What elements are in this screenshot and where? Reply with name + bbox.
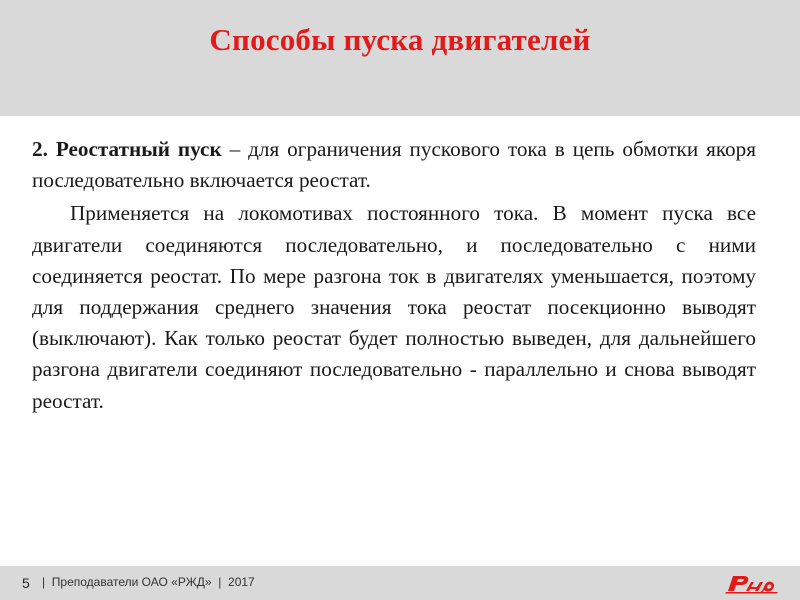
lead-rest-text: – для ограничения пускового тока в цепь обмотки якоря последовательно включается реостат. <box>32 137 756 193</box>
slide-body <box>32 134 756 417</box>
slide-title: Способы пуска двигателей <box>209 22 591 57</box>
lead-paragraph <box>32 134 756 196</box>
rzd-logo <box>724 572 780 594</box>
rzd-logo-mark <box>725 576 778 594</box>
page-number: 5 <box>22 575 30 591</box>
header-band <box>0 0 800 116</box>
body-paragraph: Применяется на локомотивах постоянного тока. В момент пуска все двигатели соединяются последовательно, и последовательно с ними соединяется реостат. По мере разгона ток в двигателях уменьшается, поэтому для поддержания среднего значения тока реостат посекционно выводят (выключают). Как только реостат будет полностью выведен, для дальнейшего разгона двигатели соединяют последовательно - параллельно и снова выводят реостат. <box>32 201 756 413</box>
footer-text: | Преподаватели ОАО «РЖД» | 2017 <box>42 575 255 589</box>
lead-bold-text: 2. Реостатный пуск <box>32 137 222 161</box>
